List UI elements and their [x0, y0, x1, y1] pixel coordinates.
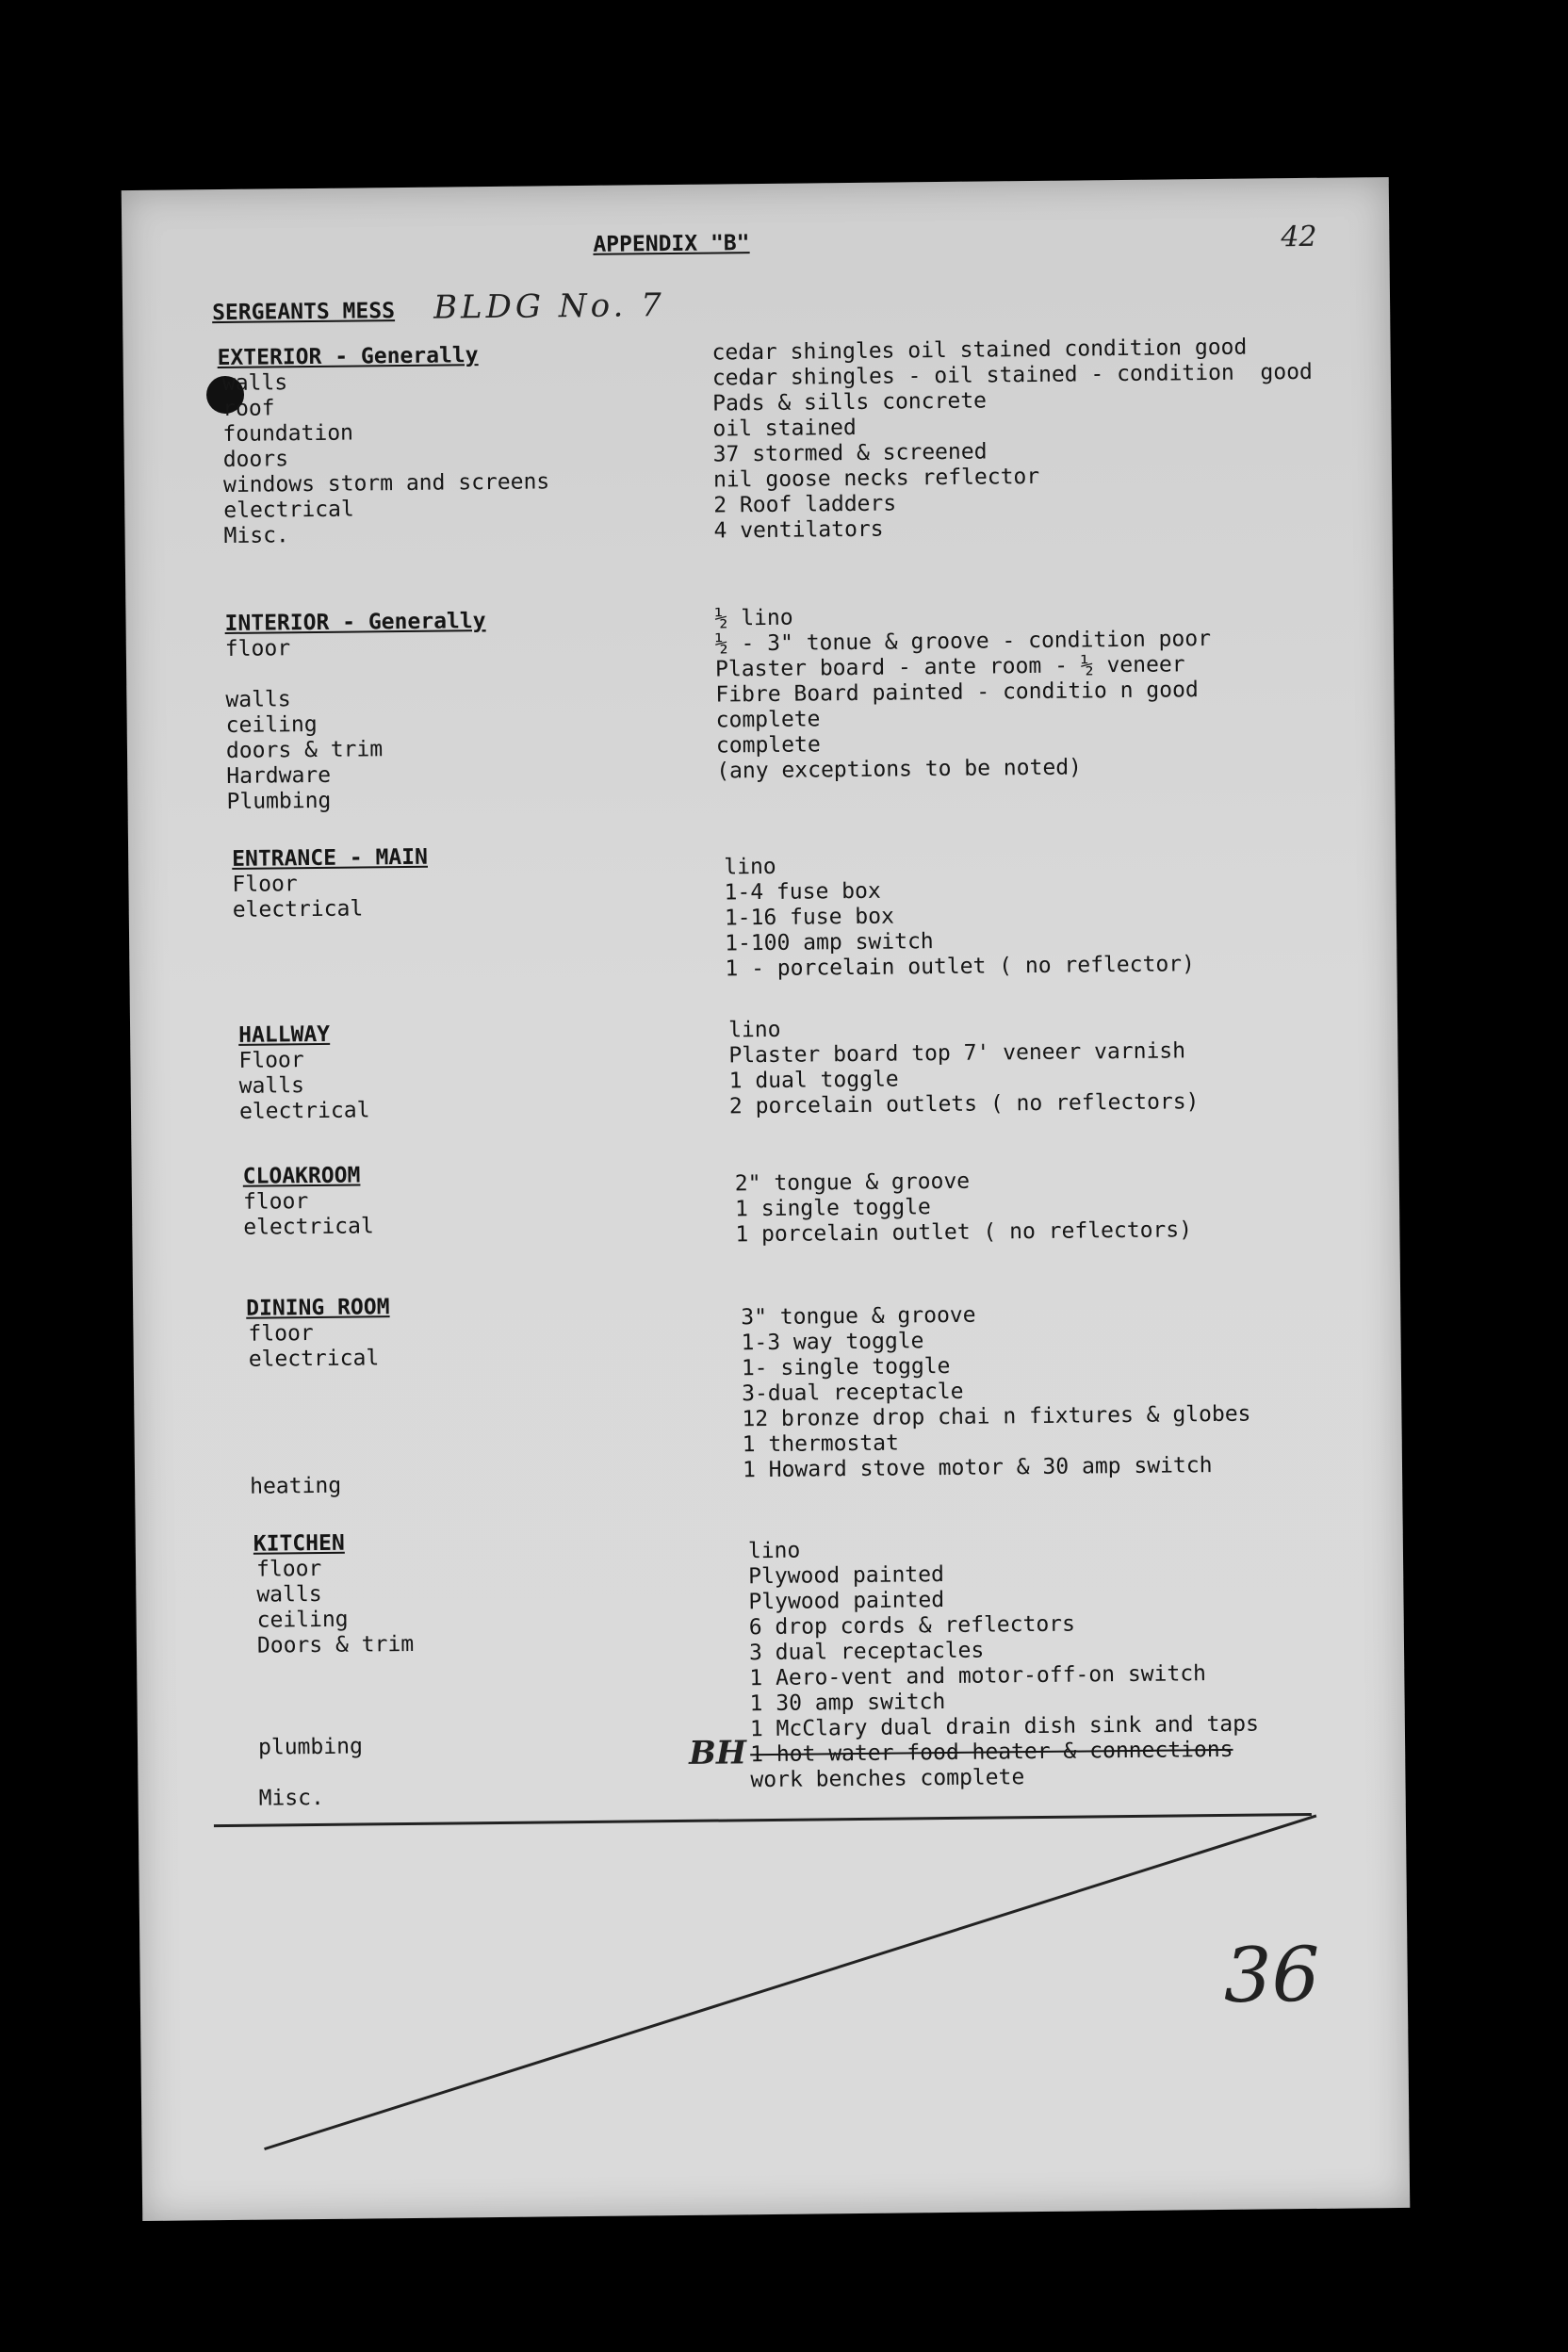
value-line: 1-100 amp switch — [725, 929, 934, 956]
label-plumbing: Plumbing — [226, 788, 332, 814]
value-line: lino — [747, 1538, 801, 1564]
struck-value-line: 1 hot water food heater & connections — [750, 1737, 1233, 1768]
label-walls: walls — [238, 1073, 305, 1099]
value-line: 1 Aero-vent and motor-off-on switch — [749, 1661, 1207, 1691]
appendix-title: APPENDIX "B" — [593, 231, 750, 257]
value-line: cedar shingles - oil stained - condition good — [711, 359, 1313, 391]
value-line: lino — [727, 1017, 781, 1043]
value-line: 1-3 way toggle — [741, 1329, 924, 1356]
value-line: lino — [724, 854, 776, 880]
value-line: 6 drop cords & reflectors — [748, 1611, 1076, 1641]
value-line: 1- single toggle — [741, 1353, 951, 1381]
value-line: 1-16 fuse box — [724, 904, 895, 931]
label-electrical: electrical — [243, 1214, 374, 1240]
label-floor: Floor — [232, 872, 298, 897]
section-heading-cloakroom: CLOAKROOM — [242, 1163, 361, 1189]
value-line: Fibre Board painted - conditio n good — [715, 678, 1199, 708]
value-line: 1 30 amp switch — [749, 1690, 946, 1717]
label-floor: floor — [248, 1321, 314, 1347]
value-line: 37 stormed & screened — [712, 439, 988, 467]
label-roof: roof — [222, 396, 275, 421]
label-electrical: electrical — [223, 497, 354, 523]
value-line: nil goose necks reflector — [712, 464, 1040, 493]
label-walls: walls — [221, 370, 288, 396]
section-heading-entrance: ENTRANCE - MAIN — [232, 844, 429, 872]
value-line: 2 porcelain outlets ( no reflectors) — [728, 1089, 1200, 1119]
label-floor: floor — [255, 1556, 322, 1582]
label-walls: walls — [256, 1581, 322, 1608]
value-line: 3 dual receptacles — [748, 1638, 985, 1666]
label-foundation: foundation — [222, 420, 354, 447]
value-line: ½ lino — [714, 605, 793, 631]
signature-mark: 36 — [1223, 1930, 1320, 2019]
value-line: complete — [715, 707, 821, 733]
value-line: 12 bronze drop chai n fixtures & globes — [742, 1401, 1251, 1432]
value-line: 1-4 fuse box — [724, 878, 881, 906]
label-electrical: electrical — [238, 1098, 370, 1124]
value-line: 1 - porcelain outlet ( no reflector) — [725, 952, 1196, 982]
label-ceiling: ceiling — [225, 711, 318, 738]
label-ceiling: ceiling — [256, 1607, 349, 1633]
value-line: 3" tongue & groove — [741, 1302, 976, 1331]
label-misc: Misc. — [258, 1785, 325, 1811]
value-line: 3-dual receptacle — [742, 1379, 964, 1407]
value-line: (any exceptions to be noted) — [716, 755, 1083, 784]
value-line: 4 ventilators — [713, 516, 884, 544]
value-line: Plaster board - ante room - ½ veneer — [714, 652, 1185, 682]
value-line: 1 McClary dual drain dish sink and taps — [749, 1711, 1260, 1742]
mess-title: SERGEANTS MESS — [211, 299, 396, 326]
label-electrical: electrical — [248, 1346, 380, 1372]
value-line: Plywood painted — [748, 1562, 945, 1590]
label-floor: floor — [242, 1189, 309, 1215]
label-floor: Floor — [238, 1048, 304, 1073]
label-floor: floor — [224, 636, 291, 662]
value-line: cedar shingles oil stained condition good — [711, 335, 1248, 366]
value-line: 1 porcelain outlet ( no reflectors) — [735, 1217, 1193, 1248]
value-line: complete — [715, 732, 821, 759]
section-heading-interior: INTERIOR - Generally — [224, 609, 486, 636]
value-line: 1 Howard stove motor & 30 amp switch — [742, 1453, 1213, 1483]
label-heating: heating — [250, 1473, 342, 1499]
value-line: ½ - 3" tonue & groove - condition poor — [714, 627, 1212, 657]
label-doors: doors — [222, 447, 289, 472]
label-hardware: Hardware — [226, 762, 332, 789]
page-number: 42 — [1281, 220, 1317, 254]
paper-sheet — [122, 177, 1410, 2221]
value-line: work benches complete — [750, 1765, 1025, 1793]
margin-initials: BH — [688, 1734, 747, 1772]
label-doors-trim: Doors & trim — [256, 1631, 415, 1658]
building-note: BLDG No. 7 — [433, 286, 665, 327]
value-line: 2 Roof ladders — [713, 491, 897, 518]
section-heading-kitchen: KITCHEN — [253, 1530, 345, 1557]
label-misc: Misc. — [223, 523, 289, 548]
section-heading-dining-room: DINING ROOM — [246, 1295, 390, 1321]
label-walls: walls — [225, 687, 291, 712]
value-line: oil stained — [712, 415, 857, 442]
value-line: 2" tongue & groove — [734, 1168, 971, 1197]
label-electrical: electrical — [232, 896, 364, 923]
label-windows: windows storm and screens — [222, 469, 550, 498]
section-heading-hallway: HALLWAY — [238, 1021, 331, 1048]
value-line: 1 thermostat — [742, 1430, 900, 1458]
label-doors-trim: doors & trim — [225, 737, 384, 763]
value-line: 1 dual toggle — [728, 1067, 899, 1094]
section-heading-exterior: EXTERIOR - Generally — [217, 343, 479, 371]
value-line: Pads & sills concrete — [712, 388, 988, 416]
cancel-diagonal — [122, 177, 1410, 2221]
label-plumbing: plumbing — [257, 1734, 363, 1760]
value-line: Plywood painted — [748, 1588, 945, 1615]
value-line: Plaster board top 7' veneer varnish — [728, 1038, 1186, 1069]
value-line: 1 single toggle — [734, 1195, 931, 1222]
